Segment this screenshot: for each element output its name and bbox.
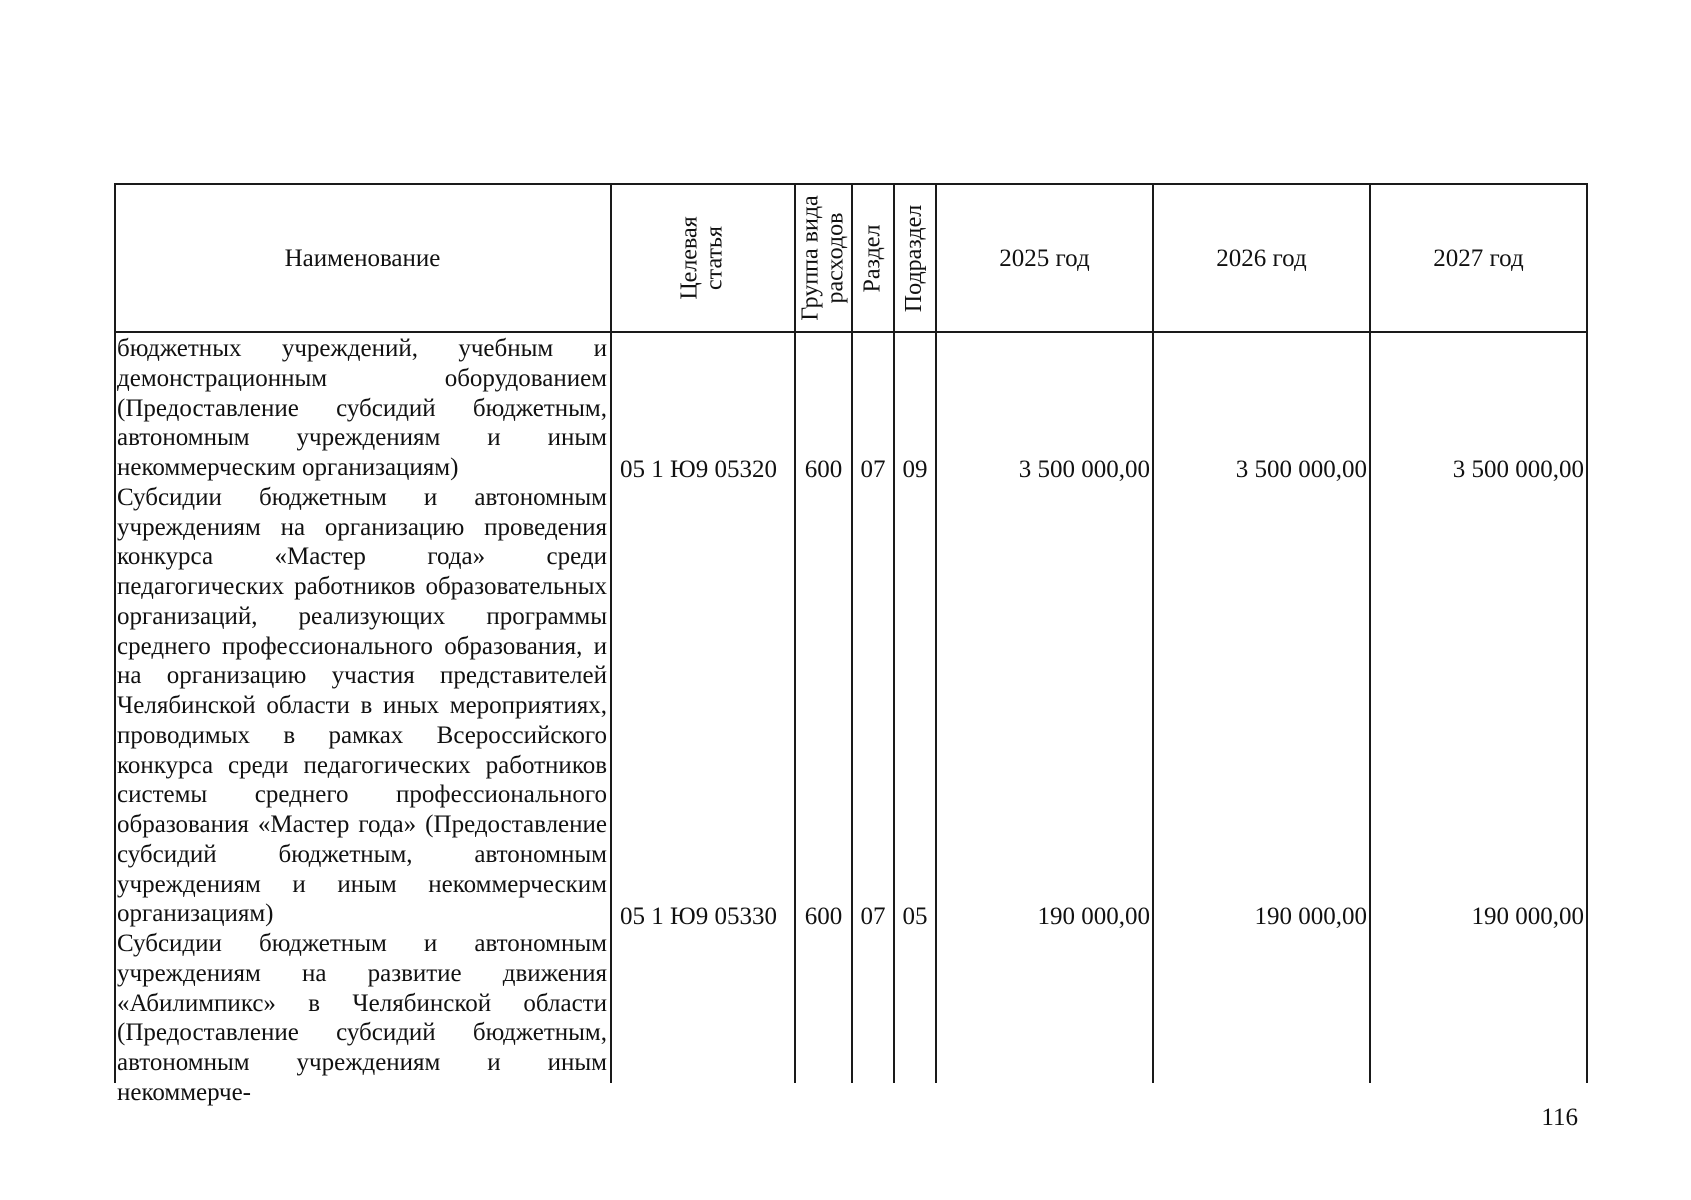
col-border-8 <box>1586 183 1588 1083</box>
row2-section: 07 <box>860 903 886 930</box>
row1-2026: 3 500 000,00 <box>1235 456 1367 483</box>
row1-subsection: 09 <box>902 456 928 483</box>
page-number: 116 <box>1541 1104 1578 1131</box>
header-section: Раздел <box>859 224 886 292</box>
header-expense-group-line2: расходов <box>822 212 849 304</box>
row2-group: 600 <box>804 903 843 930</box>
name-paragraph-3: Субсидии бюджетным и автономным учреждениям на развитие движения «Абилимпикс» в Челябинской области (Предоставление субсидий бюджетным, автономным учреждениям и иным некоммерче- <box>117 930 607 1106</box>
header-expense-group-line1: Группа вида <box>797 195 824 321</box>
row1-code: 05 1 Ю9 05320 <box>620 456 777 483</box>
name-column-text <box>117 334 607 1108</box>
row2-subsection: 05 <box>902 903 928 930</box>
row2-2027: 190 000,00 <box>1471 903 1584 930</box>
header-target-article-line1: Целевая <box>676 216 703 300</box>
row2-2025: 190 000,00 <box>1037 903 1150 930</box>
header-target-article <box>612 185 794 331</box>
header-subsection: Подраздел <box>901 204 928 312</box>
header-2027: 2027 год <box>1433 244 1524 272</box>
row1-2027: 3 500 000,00 <box>1452 456 1584 483</box>
name-paragraph-2: Субсидии бюджетным и автономным учреждениям на организацию проведения конкурса «Мастер года» среди педагогических работников образовательных организаций, реализующих программы среднего профессионального образования, и на организацию участия представителей Челябинской области в иных мероприятиях, проводимых в рамках Всероссийского конкурса среди педагогических работников системы среднего профессионального образования «Мастер года» (Предоставление субсидий бюджетным, автономным учреждениям и иным некоммерческим организациям) <box>117 483 607 928</box>
header-2026: 2026 год <box>1216 244 1307 272</box>
name-paragraph-1: бюджетных учреждений, учебным и демонстрационным оборудованием (Предоставление субсидий бюджетным, автономным учреждениям и иным некоммерческим организациям) <box>117 335 607 481</box>
header-expense-group <box>796 185 851 331</box>
row1-group: 600 <box>804 456 843 483</box>
header-name: Наименование <box>284 244 441 272</box>
header-target-article-line2: статья <box>701 226 728 290</box>
row2-code: 05 1 Ю9 05330 <box>620 903 777 930</box>
row1-2025: 3 500 000,00 <box>1018 456 1150 483</box>
header-2025: 2025 год <box>999 244 1090 272</box>
row2-2026: 190 000,00 <box>1254 903 1367 930</box>
row1-section: 07 <box>860 456 886 483</box>
